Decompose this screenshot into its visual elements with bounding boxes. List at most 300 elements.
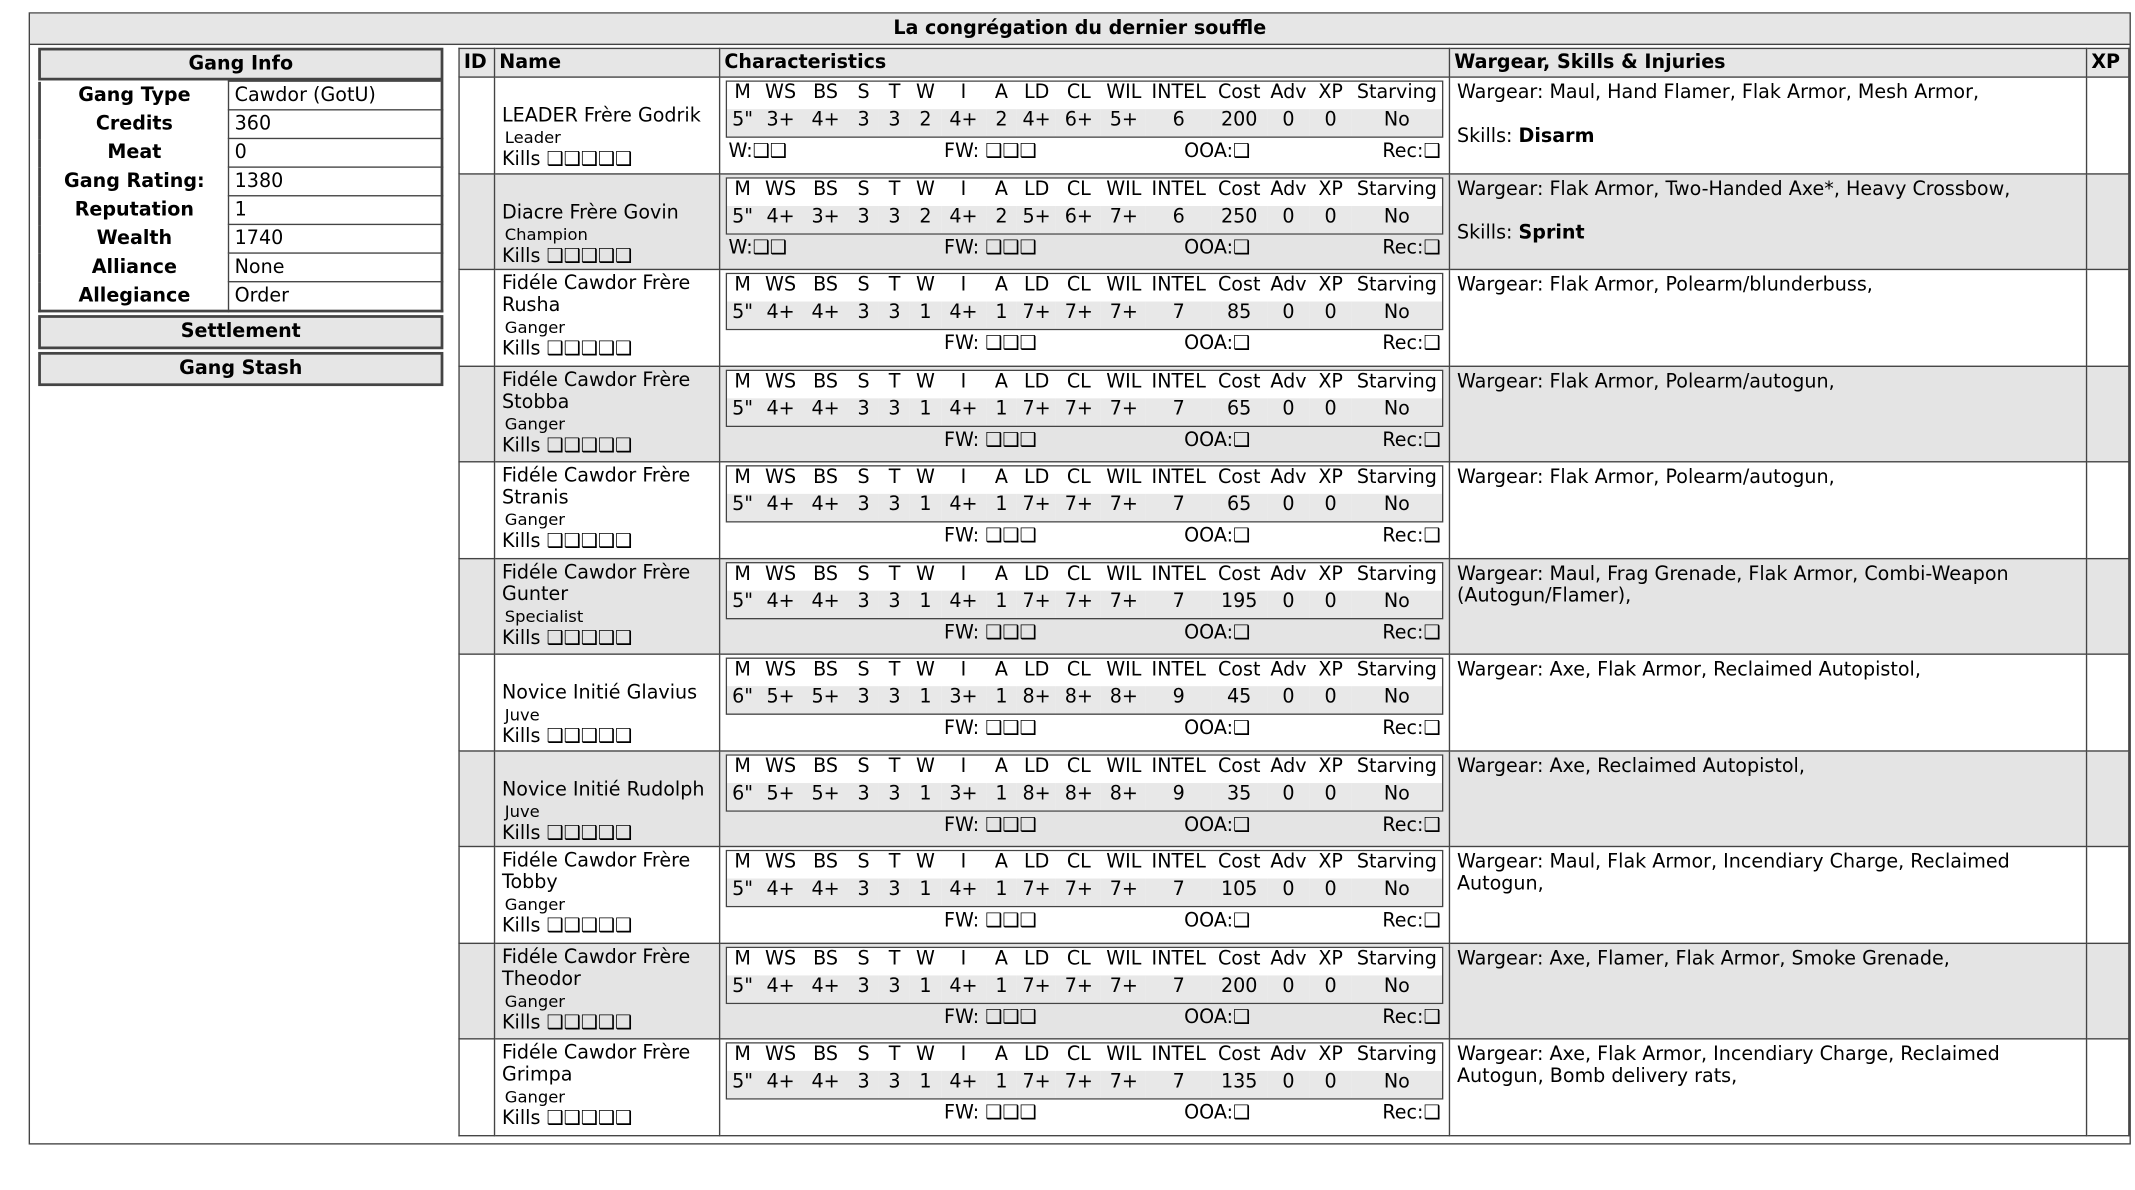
fighter-xp (2087, 750, 2129, 846)
recovery-checkbox[interactable]: Rec:❑ (1382, 525, 1441, 548)
fighter-name-cell (495, 654, 720, 750)
stat-label: T (879, 755, 910, 782)
stat-label: S (848, 82, 879, 109)
stat-label: S (848, 178, 879, 205)
stat-value: 1 (910, 494, 941, 521)
stat-label: Starving (1352, 563, 1442, 590)
fighter-name[interactable]: LEADER Frère Godrik (502, 105, 701, 127)
fighter-name-cell (495, 846, 720, 942)
roster-body (459, 77, 2129, 1135)
ooa-checkbox[interactable]: OOA:❑ (1184, 429, 1251, 451)
stat-value: 3+ (758, 109, 803, 136)
stat-label: LD (1017, 1044, 1056, 1071)
kills-checkboxes[interactable]: Kills ❑❑❑❑❑ (502, 244, 633, 267)
stat-value: 7 (1146, 975, 1211, 1002)
stat-label: M (727, 274, 758, 301)
wounds-checkboxes[interactable]: W:❑❑ (728, 236, 787, 259)
stat-value: 7+ (1101, 301, 1146, 328)
ooa-checkbox[interactable]: OOA:❑ (1184, 813, 1251, 836)
ooa-checkbox[interactable]: OOA:❑ (1184, 1006, 1251, 1028)
recovery-checkbox[interactable]: Rec:❑ (1382, 717, 1441, 740)
stat-value: 4+ (803, 590, 848, 617)
kills-checkboxes[interactable]: Kills ❑❑❑❑❑ (502, 1011, 633, 1034)
ooa-checkbox[interactable]: OOA:❑ (1184, 717, 1251, 740)
ooa-checkbox[interactable]: OOA:❑ (1184, 525, 1251, 548)
stat-value-row (727, 975, 1442, 1002)
fighter-role: Juve (504, 705, 540, 725)
stat-label: LD (1017, 467, 1056, 494)
stat-value: 5" (727, 301, 758, 328)
stat-value-row (727, 301, 1442, 328)
stat-value: 0 (1267, 879, 1309, 906)
stat-label: WIL (1101, 659, 1146, 686)
stat-label: S (848, 274, 879, 301)
kills-checkboxes[interactable]: Kills ❑❑❑❑❑ (502, 1107, 633, 1130)
stat-value: 195 (1211, 590, 1267, 617)
stat-label: LD (1017, 178, 1056, 205)
recovery-checkbox[interactable]: Rec:❑ (1382, 1102, 1441, 1125)
stat-value: 0 (1310, 398, 1352, 425)
stat-value: 0 (1267, 782, 1309, 809)
wounds-checkboxes[interactable] (728, 522, 944, 549)
stat-label: WIL (1101, 563, 1146, 590)
stat-value: 8+ (1056, 686, 1101, 713)
stat-value: 1 (986, 301, 1017, 328)
stat-box (726, 369, 1444, 426)
stat-label: WIL (1101, 178, 1146, 205)
stat-value: 3 (848, 301, 879, 328)
stat-label: INTEL (1146, 274, 1211, 301)
fighter-name-cell (495, 269, 720, 365)
wounds-checkboxes[interactable] (728, 907, 944, 934)
gang-info-value: Cawdor (GotU) (229, 81, 442, 110)
fighter-name[interactable]: Fidéle Cawdor Frère Rusha (502, 272, 691, 317)
stat-value: 4+ (941, 975, 986, 1002)
stat-label: A (986, 563, 1017, 590)
fighter-name[interactable]: Novice Initié Glavius (502, 682, 698, 704)
gang-info-row (40, 138, 442, 167)
stat-label: I (941, 563, 986, 590)
stat-label: A (986, 467, 1017, 494)
stat-value-row (727, 782, 1442, 809)
stat-label: INTEL (1146, 947, 1211, 974)
stat-value: 0 (1267, 975, 1309, 1002)
stat-value: 7+ (1056, 301, 1101, 328)
wargear-cell (1449, 943, 2086, 1039)
kills-checkboxes[interactable]: Kills ❑❑❑❑❑ (502, 915, 633, 938)
gang-info-label: Wealth (96, 227, 173, 250)
stat-label: W (910, 178, 941, 205)
fighter-xp (2087, 943, 2129, 1039)
fighter-row[interactable] (459, 366, 2129, 462)
status-checkboxes (726, 330, 1444, 357)
stat-value: 3 (879, 494, 910, 521)
stat-table (727, 563, 1442, 618)
stat-value: 2 (986, 109, 1017, 136)
stat-label: BS (803, 82, 848, 109)
stat-value: 6 (1146, 109, 1211, 136)
gang-info-row (40, 282, 442, 311)
gang-info-value: None (229, 253, 442, 282)
kills-checkboxes[interactable]: Kills ❑❑❑❑❑ (502, 725, 633, 748)
fighter-name[interactable]: Fidéle Cawdor Frère Stobba (502, 369, 691, 413)
fighter-name[interactable]: Fidéle Cawdor Frère Gunter (502, 561, 691, 606)
stat-label: W (910, 467, 941, 494)
fighter-row[interactable] (459, 654, 2129, 750)
recovery-checkbox[interactable]: Rec:❑ (1382, 909, 1441, 932)
fighter-name[interactable]: Novice Initié Rudolph (502, 778, 705, 801)
ooa-checkbox[interactable]: OOA:❑ (1184, 236, 1251, 259)
stat-table (727, 82, 1442, 137)
stat-label: Adv (1267, 947, 1309, 974)
stat-value: 1 (986, 782, 1017, 809)
fighter-id (459, 654, 494, 750)
stat-label: Starving (1352, 178, 1442, 205)
flesh-wound-checkboxes[interactable]: FW: ❑❑❑ (944, 236, 1037, 259)
stat-label: I (941, 370, 986, 397)
stat-label: Cost (1211, 274, 1267, 301)
flesh-wound-checkboxes[interactable]: FW: ❑❑❑ (944, 1006, 1037, 1028)
stat-value: 8+ (1101, 686, 1146, 713)
flesh-wound-checkboxes[interactable]: FW: ❑❑❑ (944, 909, 1037, 932)
stat-value: 2 (986, 205, 1017, 232)
gang-info-label: Gang Rating: (64, 170, 205, 193)
wounds-checkboxes[interactable]: W:❑❑ (728, 140, 787, 163)
stat-label: BS (803, 563, 848, 590)
stat-value: 3 (879, 1071, 910, 1098)
stat-table (727, 851, 1442, 906)
stat-value: 7+ (1056, 879, 1101, 906)
stat-value: 7 (1146, 398, 1211, 425)
fighter-name[interactable]: Diacre Frère Govin (502, 201, 679, 224)
stat-value: 4+ (758, 205, 803, 232)
kills-checkboxes[interactable]: Kills ❑❑❑❑❑ (502, 626, 633, 649)
stat-value: 3 (848, 686, 879, 713)
gang-info-value: 1740 (229, 224, 442, 253)
wounds-checkboxes[interactable] (728, 1100, 944, 1127)
stat-label: Adv (1267, 851, 1309, 878)
gang-info-value: Order (229, 282, 442, 311)
stat-value: 3 (848, 782, 879, 809)
wounds-checkboxes[interactable] (728, 1003, 944, 1030)
stat-label: W (910, 563, 941, 590)
stat-label: Cost (1211, 851, 1267, 878)
stat-label: XP (1310, 82, 1352, 109)
stat-value: 85 (1211, 301, 1267, 328)
stat-value: 3 (879, 398, 910, 425)
stat-header-row (727, 178, 1442, 205)
stat-label: S (848, 851, 879, 878)
stat-label: INTEL (1146, 563, 1211, 590)
stat-value: 5" (727, 590, 758, 617)
col-xp-header: XP (2087, 48, 2129, 77)
fighter-role: Ganger (504, 414, 566, 434)
stat-label: CL (1056, 178, 1101, 205)
fighter-role: Ganger (504, 894, 566, 915)
col-characteristics-header: Characteristics (720, 48, 1450, 77)
stat-value: No (1352, 494, 1442, 521)
stat-value: 7+ (1017, 1071, 1056, 1098)
stat-label: I (941, 1044, 986, 1071)
fighter-id (459, 77, 494, 173)
gang-info-value: 1 (229, 196, 442, 225)
fighter-skills (1457, 126, 2079, 148)
flesh-wound-checkboxes[interactable]: FW: ❑❑❑ (944, 621, 1037, 644)
characteristics-cell (720, 462, 1450, 558)
stat-value: 0 (1310, 686, 1352, 713)
fighter-id (459, 846, 494, 942)
fighter-row[interactable] (459, 558, 2129, 654)
stat-value: 5" (727, 1071, 758, 1098)
fighter-xp (2087, 1039, 2129, 1135)
kills-checkboxes[interactable]: Kills ❑❑❑❑❑ (502, 338, 633, 361)
stat-value: 6 (1146, 205, 1211, 232)
gang-stash-button[interactable]: Gang Stash (38, 352, 443, 386)
stat-label: LD (1017, 851, 1056, 878)
fighter-row[interactable] (459, 269, 2129, 365)
wounds-checkboxes[interactable] (728, 811, 944, 838)
stat-label: CL (1056, 370, 1101, 397)
kills-checkboxes[interactable]: Kills ❑❑❑❑❑ (502, 530, 633, 553)
fighter-role: Juve (504, 801, 540, 821)
stat-value: 1 (986, 1071, 1017, 1098)
stat-label: M (727, 755, 758, 782)
stat-value: 0 (1310, 301, 1352, 328)
stat-label: WS (758, 563, 803, 590)
ooa-checkbox[interactable]: OOA:❑ (1184, 1102, 1251, 1125)
stat-value: No (1352, 879, 1442, 906)
wounds-checkboxes[interactable] (728, 426, 944, 453)
wounds-checkboxes[interactable] (728, 715, 944, 742)
flesh-wound-checkboxes[interactable]: FW: ❑❑❑ (944, 1102, 1037, 1125)
fighter-wargear: Wargear: Maul, Hand Flamer, Flak Armor, Mesh Armor, (1456, 81, 1980, 104)
stat-value: 5+ (803, 782, 848, 809)
recovery-checkbox[interactable]: Rec:❑ (1382, 236, 1441, 259)
stat-table (727, 370, 1442, 425)
stat-value: 7+ (1101, 398, 1146, 425)
stat-value: 5" (727, 975, 758, 1002)
fighter-name[interactable]: Fidéle Cawdor Frère Stranis (502, 465, 691, 509)
stat-value: 7+ (1056, 1071, 1101, 1098)
stat-value-row (727, 879, 1442, 906)
stat-value: 4+ (803, 879, 848, 906)
fighter-row[interactable] (459, 77, 2129, 173)
fighter-name-cell (495, 558, 720, 654)
fighter-id (459, 173, 494, 269)
flesh-wound-checkboxes[interactable]: FW: ❑❑❑ (944, 429, 1037, 451)
recovery-checkbox[interactable]: Rec:❑ (1382, 429, 1441, 451)
fighter-id (459, 269, 494, 365)
stat-value: 1 (986, 975, 1017, 1002)
stat-value: 7 (1146, 494, 1211, 521)
stat-label: WIL (1101, 274, 1146, 301)
stat-table (727, 659, 1442, 714)
stat-value: 4+ (941, 494, 986, 521)
ooa-checkbox[interactable]: OOA:❑ (1184, 332, 1251, 355)
recovery-checkbox[interactable]: Rec:❑ (1382, 140, 1441, 163)
stat-label: I (941, 82, 986, 109)
wounds-checkboxes[interactable] (728, 619, 944, 646)
ooa-checkbox[interactable]: OOA:❑ (1184, 621, 1251, 644)
status-checkboxes (726, 426, 1444, 453)
fighter-skills (1457, 222, 2079, 244)
kills-checkboxes[interactable]: Kills ❑❑❑❑❑ (502, 821, 633, 844)
stat-value: 1 (910, 782, 941, 809)
stat-label: Starving (1352, 274, 1442, 301)
gang-info-label: Gang Type (78, 84, 191, 107)
stat-label: XP (1310, 1044, 1352, 1071)
gang-info-panel (38, 48, 443, 386)
stat-label: T (879, 467, 910, 494)
stat-label: Starving (1352, 370, 1442, 397)
fighter-wargear: Wargear: Axe, Flak Armor, Reclaimed Autopistol, (1456, 658, 1921, 681)
stat-label: Starving (1352, 947, 1442, 974)
stat-header-row (727, 947, 1442, 974)
flesh-wound-checkboxes[interactable]: FW: ❑❑❑ (944, 525, 1037, 548)
fighter-wargear: Wargear: Axe, Flak Armor, Incendiary Charge, Reclaimed Autogun, Bomb delivery rats, (1456, 1043, 2000, 1088)
col-id-header: ID (459, 48, 494, 77)
fighter-row[interactable] (459, 750, 2129, 846)
stat-value: 1 (986, 686, 1017, 713)
stat-label: I (941, 178, 986, 205)
flesh-wound-checkboxes[interactable]: FW: ❑❑❑ (944, 717, 1037, 740)
stat-label: M (727, 467, 758, 494)
stat-value: 200 (1211, 975, 1267, 1002)
stat-label: Adv (1267, 82, 1309, 109)
gang-title: La congrégation du dernier souffle (30, 14, 2130, 45)
stat-box (726, 1042, 1444, 1099)
stat-value: 0 (1310, 1071, 1352, 1098)
stat-label: WS (758, 659, 803, 686)
stat-value: 0 (1310, 975, 1352, 1002)
stat-value: 1 (986, 590, 1017, 617)
recovery-checkbox[interactable]: Rec:❑ (1382, 1006, 1441, 1028)
stat-value: 45 (1211, 686, 1267, 713)
stat-label: A (986, 178, 1017, 205)
fighter-row[interactable] (459, 846, 2129, 942)
kills-checkboxes[interactable]: Kills ❑❑❑❑❑ (502, 434, 633, 457)
gang-info-label: Credits (95, 113, 173, 136)
stat-value: 0 (1267, 301, 1309, 328)
stat-value: 0 (1310, 205, 1352, 232)
stat-header-row (727, 755, 1442, 782)
stat-value: 1 (986, 494, 1017, 521)
ooa-checkbox[interactable]: OOA:❑ (1184, 140, 1251, 163)
recovery-checkbox[interactable]: Rec:❑ (1382, 332, 1441, 355)
stat-label: LD (1017, 755, 1056, 782)
recovery-checkbox[interactable]: Rec:❑ (1382, 621, 1441, 644)
stat-label: INTEL (1146, 659, 1211, 686)
stat-label: S (848, 563, 879, 590)
ooa-checkbox[interactable]: OOA:❑ (1184, 909, 1251, 932)
fighter-name[interactable]: Fidéle Cawdor Frère Theodor (502, 946, 691, 990)
stat-value: 1 (910, 975, 941, 1002)
characteristics-cell (720, 846, 1450, 942)
flesh-wound-checkboxes[interactable]: FW: ❑❑❑ (944, 813, 1037, 836)
gang-sheet (29, 12, 2131, 1144)
recovery-checkbox[interactable]: Rec:❑ (1382, 813, 1441, 836)
stat-label: S (848, 947, 879, 974)
fighter-row[interactable] (459, 943, 2129, 1039)
col-name-header: Name (495, 48, 720, 77)
stat-value: 3 (879, 879, 910, 906)
stat-value: 8+ (1017, 686, 1056, 713)
stat-label: Adv (1267, 178, 1309, 205)
stat-value: 7+ (1017, 590, 1056, 617)
stat-value: 7+ (1017, 398, 1056, 425)
stat-label: WIL (1101, 1044, 1146, 1071)
wounds-checkboxes[interactable] (728, 330, 944, 357)
stat-box (726, 561, 1444, 618)
stat-value: 3 (848, 1071, 879, 1098)
stat-value: 0 (1310, 879, 1352, 906)
characteristics-cell (720, 173, 1450, 269)
stat-label: CL (1056, 947, 1101, 974)
stat-label: Starving (1352, 755, 1442, 782)
fighter-id (459, 558, 494, 654)
flesh-wound-checkboxes[interactable]: FW: ❑❑❑ (944, 140, 1037, 163)
fighter-wargear: Wargear: Flak Armor, Polearm/blunderbuss, (1456, 274, 1873, 297)
stat-value: 1 (910, 879, 941, 906)
fighter-xp (2087, 846, 2129, 942)
stat-box (726, 658, 1444, 715)
stat-label: T (879, 82, 910, 109)
fighter-role: Ganger (504, 510, 566, 530)
stat-value: 5+ (1017, 205, 1056, 232)
fighter-name[interactable]: Fidéle Cawdor Frère Grimpa (502, 1042, 691, 1086)
stat-value: 7+ (1101, 879, 1146, 906)
stat-value: 4+ (941, 879, 986, 906)
gang-info-row (40, 253, 442, 282)
stat-value: 4+ (758, 975, 803, 1002)
stat-value: 4+ (1017, 109, 1056, 136)
wargear-cell (1449, 173, 2086, 269)
stat-label: M (727, 178, 758, 205)
fighter-row[interactable] (459, 173, 2129, 269)
stat-box (726, 850, 1444, 907)
stat-value: 6" (727, 686, 758, 713)
stat-label: Adv (1267, 1044, 1309, 1071)
settlement-button[interactable]: Settlement (38, 315, 443, 349)
stat-label: W (910, 1044, 941, 1071)
stat-box (726, 465, 1444, 522)
kills-checkboxes[interactable]: Kills ❑❑❑❑❑ (502, 148, 633, 171)
fighter-row[interactable] (459, 462, 2129, 558)
stat-value: 5" (727, 109, 758, 136)
gang-info-heading: Gang Info (38, 48, 443, 81)
gang-info-row (40, 167, 442, 196)
fighter-name[interactable]: Fidéle Cawdor Frère Tobby (502, 849, 691, 894)
stat-value: 3 (879, 590, 910, 617)
stat-label: Adv (1267, 755, 1309, 782)
fighter-xp (2087, 366, 2129, 462)
stat-label: M (727, 947, 758, 974)
fighter-name-cell (495, 943, 720, 1039)
stat-value: 0 (1310, 590, 1352, 617)
roster-header-row (459, 48, 2129, 77)
stat-label: BS (803, 947, 848, 974)
skills-label: Skills: (1456, 221, 1519, 244)
gang-info-label: Reputation (74, 199, 195, 222)
stat-value: 4+ (941, 590, 986, 617)
stat-value: 5" (727, 205, 758, 232)
flesh-wound-checkboxes[interactable]: FW: ❑❑❑ (944, 332, 1037, 355)
stat-label: WS (758, 274, 803, 301)
fighter-row[interactable] (459, 1039, 2129, 1135)
fighter-name-cell (495, 173, 720, 269)
stat-table (727, 1044, 1442, 1099)
stat-label: A (986, 851, 1017, 878)
